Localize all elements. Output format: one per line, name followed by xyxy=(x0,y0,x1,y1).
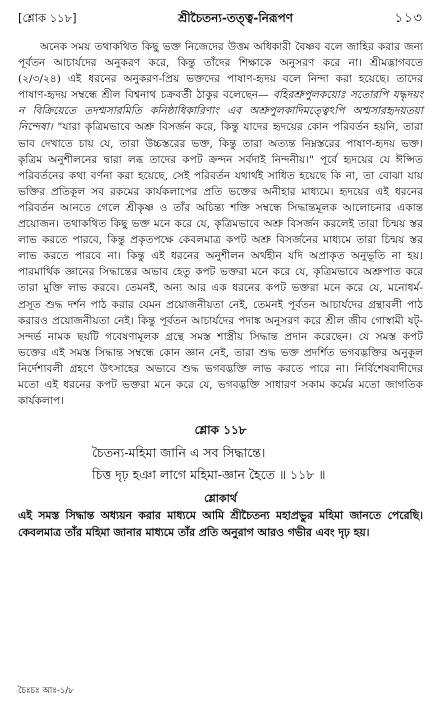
purport-paragraph-1: অনেক সময় তথাকথিত কিছু ভক্ত নিজেদের উত্তম অধিকারী বৈষ্ণব বলে জাহির করার জন্য পূর্বতন আচার্যদের অনুকরণ করে, কিন্তু তাঁদের শিক্ষাকে অনুসরণ করে না। শ্রীমদ্ভাগবতে (২/৩/২৪) এই ধরনের অনুকরণ-প্রিয় ভক্তদের পাষাণ-হৃদয় বলে নিন্দা করা হয়েছে। তাদের পাষাণ-হৃদয় সম্বন্ধে শ্রীল বিশ্বনাথ চক্রবর্তী ঠাকুর বলেছেন— xyxy=(18,41,423,102)
header-verse-ref: [শ্লোক ১১৮] xyxy=(18,11,77,25)
sanskrit-commentary-quote: বহিরশ্রুপুলকয়োঃ সতোরপি যদ্ধৃদয়ং ন বিক্রিয়েতে তদশ্মসারমিতি কনিষ্ঠাধিকারিণাং এব অশ্রুপুলকাদিমত্ত্বেঽপি অশ্মসারহৃদয়তয়া নিন্দেষা। xyxy=(18,89,423,134)
page-header xyxy=(18,9,423,29)
translation-label: শ্লোকার্থ xyxy=(204,492,237,506)
verse-line-1: চৈতন্য-মহিমা জানি এ সব সিদ্ধান্তে। xyxy=(92,445,266,461)
verse-text xyxy=(18,442,423,486)
translation-text: এই সমস্ত সিদ্ধান্ত অধ্যয়ন করার মাধ্যমে আমি শ্রীচৈতন্য মহাপ্রভুর মহিমা জানতে পেরেছি। কেবলমাত্র তাঁর মহিমা জানার মাধ্যমে তাঁর প্রতি অনুরাগ আরও গভীর এবং দৃঢ় হয়। xyxy=(18,509,423,540)
verse-line-2: চিত্ত দৃঢ় হঞা লাগে মহিমা-জ্ঞান হৈতে ॥ ১১৮ ॥ xyxy=(92,467,326,483)
purport-text xyxy=(18,39,423,409)
page-footer-signature: চৈঃচঃ আঃ-১/৮ xyxy=(18,686,74,696)
header-chapter-title: শ্রীচৈতন্য-তত্ত্ব-নিরূপণ xyxy=(178,11,294,25)
verse-label: শ্লোক ১১৮ xyxy=(194,423,247,438)
purport-paragraph-2: "যারা কৃত্রিমভাবে অশ্রু বিসর্জন করে, কিন্তু যাদের হৃদয়ের কোন পরিবর্তন হয়নি, তারা ভাব দেখাতে চায় যে, তারা উচ্চস্তরের ভক্ত, কিন্তু তারা অত্যন্ত নিম্নস্তরের পাষাণ-হৃদয় ভক্ত। কৃত্রিম অনুশীলনের দ্বারা লব্ধ তাদের কপট ক্রন্দন সর্বদাই নিন্দনীয়।" পূর্বে হৃদয়ের যে ঈপ্সিত পরিবর্তনের কথা বর্ণনা করা হয়েছে, সেই পরিবর্তন যথার্থই সাধিত হয়েছে কি না, তা বোঝা যায় ভক্তির প্রতিকূল সব রকমের কার্যকলাপের প্রতি ভক্তের অনীহার মাধ্যমে। হৃদয়ের এই ধরনের পরিবর্তন আনতে গেলে শ্রীকৃষ্ণ ও তাঁর অচিন্ত্য শক্তি সম্বন্ধে সিদ্ধান্তমূলক আলোচনার একান্ত প্রয়োজন। তথাকথিত কিছু ভক্ত মনে করে যে, কৃত্রিমভাবে অশ্রু বিসর্জন করলেই তারা চিন্ময় স্তর লাভ করতে পারবে, কিন্তু প্রকৃতপক্ষে কেবলমাত্র কপট অশ্রু বিসর্জনের মাধ্যমে তারা চিন্ময় স্তর লাভ করতে পারবে না। কিন্তু এই ধরনের অনুশীলন অর্থহীন যদি অপ্রাকৃত অনুভূতি না হয়। পারমার্থিক জ্ঞানের সিদ্ধান্তের অভাব হেতু কপট ভক্তরা মনে করে যে, কৃত্রিমভাবে অশ্রুপাত করে তারা মুক্তি লাভ করবে। তেমনই, অন্য আর এক ধরনের কপট ভক্তরা মনে করে যে, মনোধর্ম-প্রসূত শুদ্ধ দর্শন পাঠ করার যেমন প্রয়োজনীয়তা নেই, তেমনই পূর্বতন আচার্যদের গ্রন্থাবলী পাঠ করারও প্রয়োজনীয়তা নেই। কিন্তু পূর্বতন আচার্যদের পদাঙ্ক অনুসরণ করে শ্রীল জীব গোস্বামী ষট্‌-সন্দর্ভ নামক ছয়টি গবেষণামূলক গ্রন্থে সমস্ত শাস্ত্রীয় সিদ্ধান্ত প্রদান করেছেন। যে সমস্ত কপট ভক্তের এই সমস্ত সিদ্ধান্ত সম্বন্ধে কোন জ্ঞান নেই, তারা শুদ্ধ ভক্ত প্রদর্শিত ভগবদ্ভক্তির অনুকূল নির্দেশাবলী গ্রহণে উৎসাহের অভাবে শুদ্ধ ভগবদ্ভক্তি লাভ করতে পারে না। নির্বিশেষবাদীদের মতো এই ধরনের কপট ভক্তরা মনে করে যে, ভগবদ্ভক্তি সাধারণ সকাম কর্মের মতো জাগতিক কার্যকলাপ। xyxy=(18,121,424,408)
page-number: ১১৩ xyxy=(394,11,423,26)
